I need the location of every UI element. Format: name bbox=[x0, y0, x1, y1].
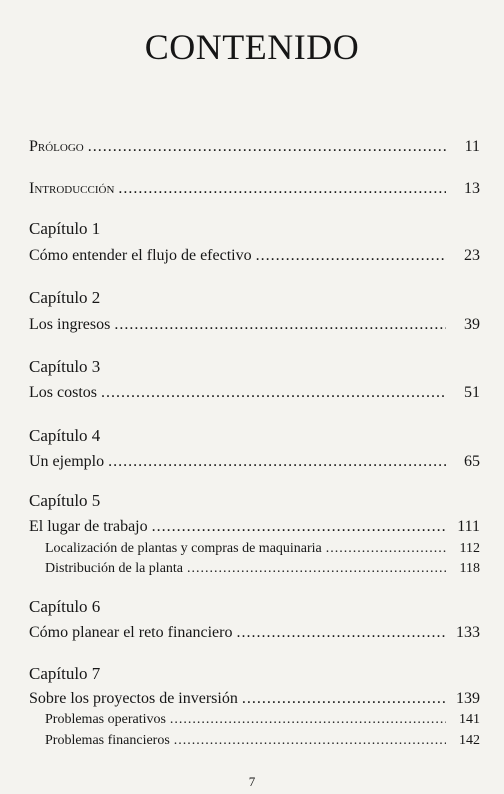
page-number-folio: 7 bbox=[248, 774, 256, 789]
toc-entry-label: Introducción bbox=[29, 180, 115, 197]
toc-entry-label: Cómo entender el flujo de efectivo bbox=[29, 247, 252, 264]
toc-subentry[interactable] bbox=[45, 733, 480, 749]
toc-entry-chapter-4[interactable] bbox=[29, 453, 480, 471]
leader-dots bbox=[256, 247, 446, 265]
toc-entry-introduccion[interactable] bbox=[29, 180, 480, 198]
toc-entry-label: Cómo planear el reto financiero bbox=[29, 624, 233, 641]
chapter-heading-1: Capítulo 1 bbox=[29, 219, 101, 238]
leader-dots bbox=[174, 733, 446, 749]
toc-entry-chapter-2[interactable] bbox=[29, 316, 480, 334]
toc-page-number: 65 bbox=[464, 453, 480, 470]
leader-dots bbox=[108, 453, 446, 471]
leader-dots bbox=[152, 518, 446, 536]
toc-page-number: 142 bbox=[459, 733, 480, 748]
toc-entry-label: Un ejemplo bbox=[29, 453, 105, 470]
leader-dots bbox=[101, 384, 446, 402]
toc-entry-label: Los costos bbox=[29, 384, 97, 401]
toc-page-number: 112 bbox=[459, 541, 480, 556]
toc-page-number: 111 bbox=[457, 518, 480, 535]
toc-entry-label: Problemas financieros bbox=[45, 733, 170, 748]
chapter-heading-2: Capítulo 2 bbox=[29, 288, 101, 307]
toc-entry-chapter-3[interactable] bbox=[29, 384, 480, 402]
toc-entry-chapter-6[interactable] bbox=[29, 624, 480, 642]
toc-page-number: 133 bbox=[456, 624, 480, 641]
chapter-heading-5: Capítulo 5 bbox=[29, 491, 101, 510]
toc-page-number: 118 bbox=[459, 561, 480, 576]
toc-entry-label: Distribución de la planta bbox=[45, 561, 184, 576]
toc-page-number: 141 bbox=[459, 712, 480, 727]
toc-entry-label: Prólogo bbox=[29, 138, 84, 155]
chapter-heading-7: Capítulo 7 bbox=[29, 664, 101, 683]
toc-entry-label: Localización de plantas y compras de maquinaria bbox=[45, 541, 322, 556]
toc-entry-chapter-1[interactable] bbox=[29, 247, 480, 265]
toc-page-number: 23 bbox=[464, 247, 480, 264]
toc-page-number: 51 bbox=[464, 384, 480, 401]
leader-dots bbox=[242, 690, 446, 708]
leader-dots bbox=[88, 138, 446, 156]
toc-entry-prologo[interactable] bbox=[29, 138, 480, 156]
toc-entry-label: Los ingresos bbox=[29, 316, 111, 333]
chapter-heading-6: Capítulo 6 bbox=[29, 597, 101, 616]
leader-dots bbox=[187, 561, 446, 577]
toc-page-number: 139 bbox=[456, 690, 480, 707]
leader-dots bbox=[170, 712, 446, 728]
toc-subentry[interactable] bbox=[45, 561, 480, 577]
toc-entry-chapter-5[interactable] bbox=[29, 518, 480, 536]
toc-page-number: 39 bbox=[464, 316, 480, 333]
chapter-heading-3: Capítulo 3 bbox=[29, 357, 101, 376]
leader-dots bbox=[118, 180, 446, 198]
leader-dots bbox=[114, 316, 446, 334]
toc-entry-label: Problemas operativos bbox=[45, 712, 166, 727]
leader-dots bbox=[326, 541, 446, 557]
toc-page-number: 11 bbox=[464, 138, 480, 155]
toc-entry-chapter-7[interactable] bbox=[29, 690, 480, 708]
leader-dots bbox=[236, 624, 446, 642]
toc-entry-label: Sobre los proyectos de inversión bbox=[29, 690, 238, 707]
toc-entry-label: El lugar de trabajo bbox=[29, 518, 148, 535]
page-title: CONTENIDO bbox=[144, 27, 360, 67]
toc-subentry[interactable] bbox=[45, 541, 480, 557]
toc-page-number: 13 bbox=[464, 180, 480, 197]
chapter-heading-4: Capítulo 4 bbox=[29, 426, 101, 445]
toc-subentry[interactable] bbox=[45, 712, 480, 728]
